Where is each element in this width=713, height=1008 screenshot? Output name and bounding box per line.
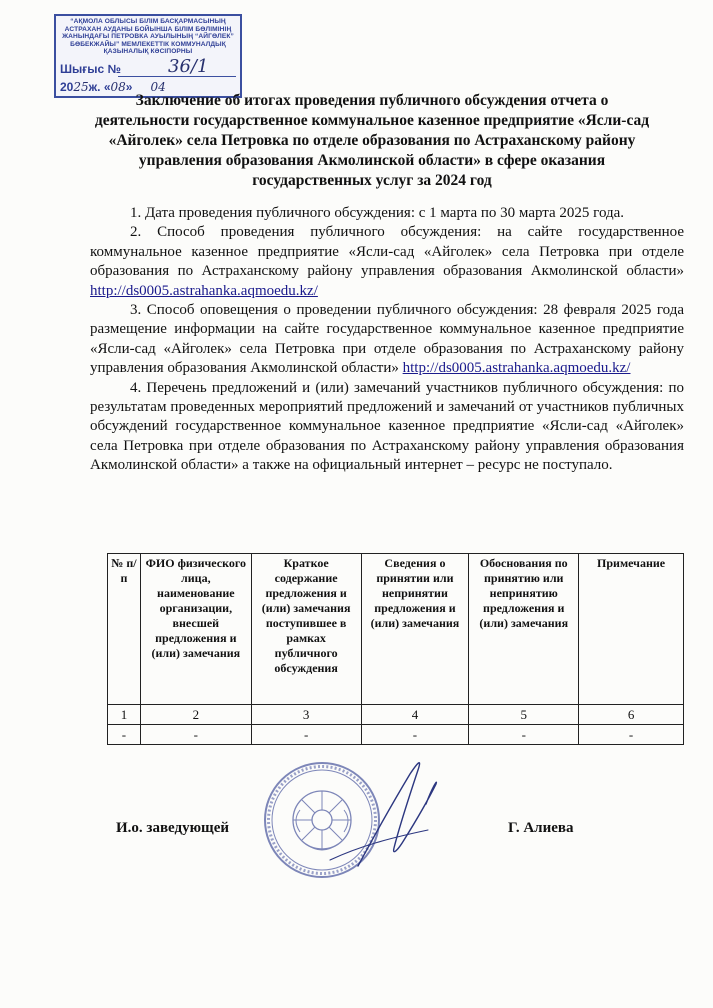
stamp-date-year: 25 xyxy=(73,80,89,94)
stamp-number-value: 36/1 xyxy=(168,56,209,77)
table-row xyxy=(108,725,684,745)
stamp-date-sep: » xyxy=(125,80,133,94)
table-cell: - xyxy=(361,725,469,745)
paragraph-text: 1. Дата проведения публичного обсуждения: с 1 марта по 30 марта 2025 года. xyxy=(130,205,625,221)
document-title: Заключение об итогах проведения публичного обсуждения отчета о деятельности государственное коммунальное казенное предприятие «Ясли-сад «Айголек» села Петровка по отделе образования по Астраханскому району управления образования Акмолинской области» в сфере оказания государственных услуг за 2024 год xyxy=(94,92,650,189)
paragraph-proposals xyxy=(90,379,684,476)
proposals-table xyxy=(107,553,684,745)
registration-stamp xyxy=(54,14,242,98)
stamp-org-line: ҚАЗЫНАЛЫҚ КӘСІПОРНЫ xyxy=(103,48,193,56)
paragraph-notification xyxy=(90,301,684,379)
stamp-org-line: АСТРАХАН АУДАНЫ БОЙЫНША БІЛІМ БӨЛІМІНІҢ xyxy=(64,25,232,33)
paragraph-text: 3. Способ оповещения о проведении публичного обсуждения: 28 февраля 2025 года размещение информации на сайте государственное коммунальное казенное предприятие «Ясли-сад «Айголек» села Петровка при отделе образования по Астраханскому району управления образования Акмолинской области» xyxy=(90,302,684,377)
table-cell: 6 xyxy=(579,705,684,725)
paragraph-text: 2. Способ проведения публичного обсуждения: на сайте государственное коммунальное казенное предприятие «Ясли-сад «Айголек» села Петровка при отделе образования по Астраханскому району управления образования Акмолинской области» xyxy=(90,224,684,280)
website-link[interactable]: http://ds0005.astrahanka.aqmoedu.kz/ xyxy=(90,282,318,299)
table-header-row xyxy=(108,554,684,705)
signatory-name: Г. Алиева xyxy=(508,820,574,836)
signatory-position: И.о. заведующей xyxy=(116,820,230,836)
paragraph-text: 4. Перечень предложений и (или) замечаний участников публичного обсуждения: по результатам проведенных мероприятий предложений и замечаний от участников публичных обсуждений государственное коммунальное казенное предприятие «Ясли-сад «Айголек» села Петровка при отделе образования по Астраханскому району управления образования Акмолинской области» а также на официальный интернет – ресурс не поступало. xyxy=(90,379,684,474)
table-cell: 4 xyxy=(361,705,469,725)
stamp-date-prefix: 20 xyxy=(60,80,74,94)
table-cell: - xyxy=(579,725,684,745)
header-justification: Обоснования по принятию или непринятию предложения и (или) замечания xyxy=(469,554,579,705)
header-summary: Краткое содержание предложения и (или) замечания поступившее в рамках публичного обсуждения xyxy=(251,554,361,705)
table-cell: 1 xyxy=(108,705,141,725)
table-row xyxy=(108,705,684,725)
paragraph-date xyxy=(90,204,684,223)
header-submitter: ФИО физического лица, наименование организации, внесшей предложения и (или) замечания xyxy=(140,554,251,705)
table-cell: 3 xyxy=(251,705,361,725)
stamp-date-day: 08 xyxy=(110,80,126,94)
stamp-date-month: 04 xyxy=(150,80,166,94)
stamp-org-line: “АҚМОЛА ОБЛЫСЫ БІЛІМ БАСҚАРМАСЫНЫҢ xyxy=(70,18,226,25)
header-acceptance: Сведения о принятии или непринятии предложения и (или) замечания xyxy=(361,554,469,705)
stamp-number-label: Шығыс № xyxy=(60,62,121,76)
website-link[interactable]: http://ds0005.astrahanka.aqmoedu.kz/ xyxy=(402,360,631,377)
stamp-date-mid: ж. « xyxy=(88,80,111,94)
table-cell: 5 xyxy=(469,705,579,725)
stamp-org-line: ЖАНЫНДАҒЫ ПЕТРОВКА АУЫЛЫНЫҢ “АЙГӨЛЕК” xyxy=(62,33,234,41)
handwritten-signature xyxy=(310,748,460,873)
stamp-org-line: БӨБЕКЖАЙЫ” МЕМЛЕКЕТТІК КОММУНАЛДЫҚ xyxy=(70,40,226,48)
document-body xyxy=(90,204,684,476)
paragraph-method xyxy=(90,223,684,301)
table-cell: - xyxy=(469,725,579,745)
table-cell: - xyxy=(140,725,251,745)
header-number: № п/п xyxy=(108,554,141,705)
table-cell: - xyxy=(108,725,141,745)
stamp-organization xyxy=(60,18,236,56)
table-cell: 2 xyxy=(140,705,251,725)
table-cell: - xyxy=(251,725,361,745)
header-note: Примечание xyxy=(579,554,684,705)
